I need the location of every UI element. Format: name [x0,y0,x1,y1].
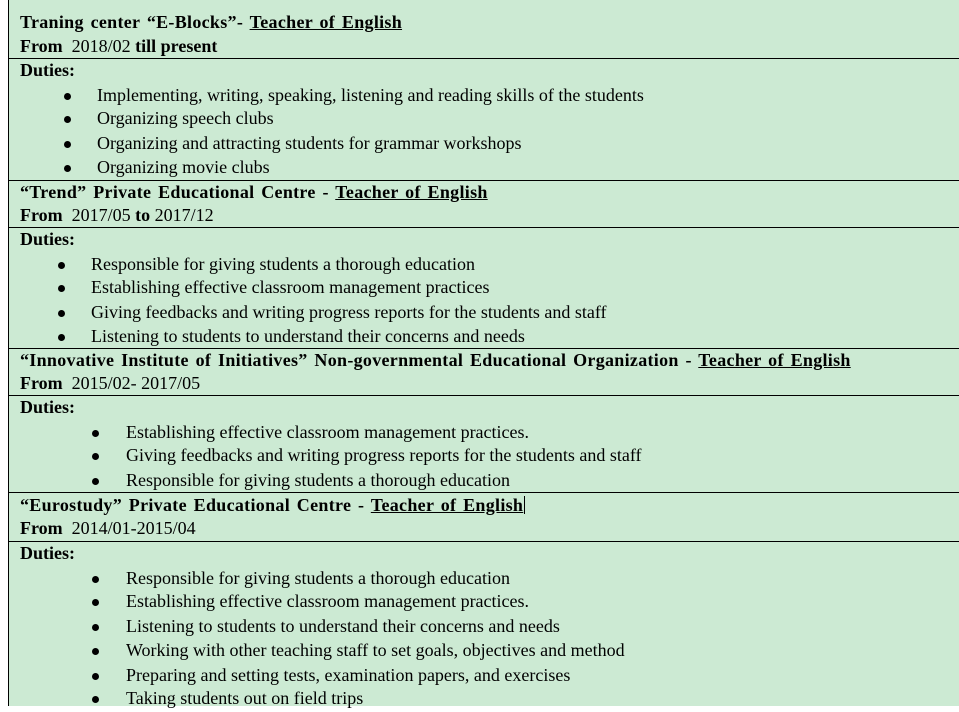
job-duties-eurostudy [9,542,959,712]
organization-name: “Eurostudy” Private Educational Centre - [20,495,371,515]
job-duties-e-blocks [9,59,959,181]
list-item: Responsible for giving students a thorough education [92,469,476,491]
duties-label: Duties: [20,60,75,80]
till-present: till present [130,36,218,56]
job-period-line [20,204,214,226]
job-period-line [20,517,196,539]
job-header-innovative-institute [9,349,959,396]
list-item: Responsible for giving students a thorough education [58,253,442,275]
job-title-line [20,494,525,516]
job-duties-trend [9,228,959,349]
bullet-icon [64,165,71,172]
resume-work-experience-table [8,0,959,706]
list-item: Responsible for giving students a thorough education [92,567,476,589]
job-header-trend [9,181,959,228]
job-role: Teacher of English [698,350,851,370]
from-label: From [20,36,63,56]
job-duties-innovative-institute [9,396,959,493]
bullet-icon [92,453,99,460]
job-title-line [20,11,402,33]
bullet-icon [92,673,99,680]
job-title-line [20,349,851,371]
list-item: Giving feedbacks and writing progress reports for the students and staff [58,301,574,323]
duties-label: Duties: [20,543,75,563]
list-item: Taking students out on field trips [92,687,329,709]
bullet-icon [58,285,65,292]
bullet-icon [92,576,99,583]
period: 2015/02- 2017/05 [71,373,201,393]
from-label: From [20,518,63,538]
organization-name: “Trend” Private Educational Centre - [20,182,336,202]
list-item: Establishing effective classroom management practices. [92,590,495,612]
bullet-icon [58,334,65,341]
list-item: Organizing speech clubs [64,107,241,129]
bullet-icon [92,430,99,437]
list-item: Giving feedbacks and writing progress reports for the students and staff [92,444,608,466]
list-item: Organizing and attracting students for grammar workshops [64,132,489,154]
bullet-icon [92,478,99,485]
job-period-line [20,35,217,57]
list-item: Listening to students to understand their concerns and needs [92,615,526,637]
bullet-icon [58,310,65,317]
job-role: Teacher of English [370,495,524,515]
job-role: Teacher of English [335,182,488,202]
period-start: 2018/02 [71,36,131,56]
bullet-icon [92,624,99,631]
bullet-icon [58,262,65,269]
bullet-icon [92,599,99,606]
job-header-e-blocks [9,0,959,59]
bullet-icon [64,116,71,123]
bullet-icon [92,648,99,655]
bullet-icon [92,696,99,703]
job-header-eurostudy [9,493,959,542]
list-item: Working with other teaching staff to set goals, objectives and method [92,639,591,661]
to-label: to [130,205,155,225]
organization-name: “Innovative Institute of Initiatives” Non-governmental Educational Organization - [20,350,699,370]
period-end: 2017/12 [154,205,214,225]
text-cursor [524,496,525,514]
list-item: Establishing effective classroom management practices. [92,421,495,443]
bullet-icon [64,93,71,100]
from-label: From [20,373,63,393]
duties-label: Duties: [20,397,75,417]
job-period-line [20,372,200,394]
job-title-line [20,181,488,203]
list-item: Implementing, writing, speaking, listening and reading skills of the students [64,84,611,106]
list-item: Organizing movie clubs [64,156,237,178]
duties-label: Duties: [20,229,75,249]
period-start: 2017/05 [71,205,131,225]
list-item: Preparing and setting tests, examination papers, and exercises [92,664,536,686]
from-label: From [20,205,63,225]
period: 2014/01-2015/04 [71,518,196,538]
bullet-icon [64,141,71,148]
list-item: Establishing effective classroom management practices [58,276,457,298]
organization-name: Traning center “E-Blocks”- [20,12,250,32]
job-role: Teacher of English [249,12,403,32]
list-item: Listening to students to understand their concerns and needs [58,325,492,347]
